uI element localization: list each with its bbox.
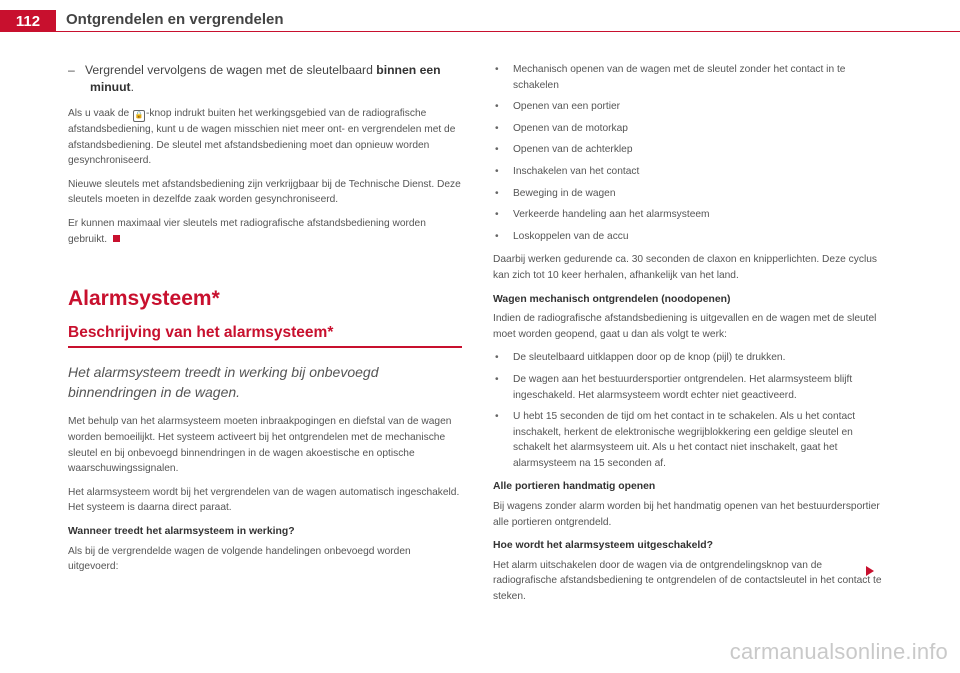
list-item: • Openen van een portier bbox=[493, 99, 887, 115]
section-title: Alarmsysteem* bbox=[68, 287, 220, 311]
subhead-emergency-open: Wagen mechanisch ontgrendelen (noodopenen) bbox=[493, 293, 731, 305]
emergency-steps-list bbox=[493, 350, 887, 471]
subhead-disable: Hoe wordt het alarmsysteem uitgeschakeld? bbox=[493, 540, 714, 552]
list-item: • Beweging in de wagen bbox=[493, 186, 887, 202]
trigger-list bbox=[493, 62, 887, 244]
subsection-title: Beschrijving van het alarmsysteem* bbox=[68, 323, 334, 341]
continue-arrow-icon bbox=[866, 566, 874, 576]
paragraph-conditions: Als bij de vergrendelde wagen de volgende handelingen onbevoegd worden uitgevoerd: bbox=[68, 545, 411, 573]
paragraph-disable: Het alarm uitschakelen door de wagen via de ontgrendelingsknop van de radiografische afstandsbediening te ontgrendelen of de contactsleutel in het contact te steken. bbox=[493, 559, 882, 603]
lock-icon: 🔒 bbox=[133, 110, 145, 122]
left-column bbox=[68, 62, 462, 583]
list-item: • Openen van de motorkap bbox=[493, 121, 887, 137]
list-item: • Verkeerde handeling aan het alarmsysteem bbox=[493, 207, 887, 223]
header-rule bbox=[56, 31, 960, 32]
subsection-rule bbox=[68, 346, 462, 348]
paragraph-cycle: Daarbij werken gedurende ca. 30 seconden de claxon en knipperlichten. Deze cyclus kan zich tot 10 keer herhalen, afhankelijk van het land. bbox=[493, 254, 877, 281]
list-item: • Loskoppelen van de accu bbox=[493, 229, 887, 245]
page-number: 112 bbox=[0, 10, 56, 32]
list-item: • Mechanisch openen van de wagen met de sleutel zonder het contact in te schakelen bbox=[493, 62, 887, 93]
paragraph-sync: Als u vaak de 🔒 -knop indrukt buiten het werkingsgebied van de radiografische afstandsbediening, kunt u de wagen misschien niet meer ont- en vergrendelen met de afstandsbediening. De sleutel met afstandsbediening moet dan opnieuw worden gesynchroniseerd. bbox=[68, 108, 456, 167]
page-header-title: Ontgrendelen en vergrendelen bbox=[66, 11, 284, 28]
lead-text: Het alarmsysteem treedt in werking bij onbevoegd binnendringen in de wagen. bbox=[68, 364, 379, 401]
list-item: • De sleutelbaard uitklappen door op de knop (pijl) te drukken. bbox=[493, 350, 887, 366]
list-item: • U hebt 15 seconden de tijd om het contact in te schakelen. Als u het contact inschakelt, herkent de elektronische wegrijblokkering een geldige sleutel en schakelt het alarmsysteem uit. Als u het contact niet inschakelt, gaat het alarmsysteem na 15 seconden af. bbox=[493, 409, 887, 471]
paragraph-purpose: Met behulp van het alarmsysteem moeten inbraakpogingen en diefstal van de wagen worden bemoeilijkt. Het systeem activeert bij het ontgrendelen met de mechanische sleutel en bij onbevoegd binnendringen in de wagen akoestische en optische waarschuwingssignalen. bbox=[68, 416, 452, 475]
subhead-when-triggered: Wanneer treedt het alarmsysteem in werking? bbox=[68, 525, 295, 537]
list-item: • Inschakelen van het contact bbox=[493, 164, 887, 180]
paragraph-max-keys: Er kunnen maximaal vier sleutels met radiografische afstandsbediening worden gebruikt. bbox=[68, 217, 426, 245]
paragraph-new-keys: Nieuwe sleutels met afstandsbediening zijn verkrijgbaar bij de Technische Dienst. Deze sleutels moeten in dezelfde zaak worden gesynchroniseerd. bbox=[68, 178, 461, 206]
list-item: • De wagen aan het bestuurdersportier ontgrendelen. Het alarmsysteem blijft ingeschakeld. Het alarmsysteem wordt echter niet geactiveerd. bbox=[493, 372, 887, 403]
section-end-marker bbox=[113, 235, 120, 242]
dash-instruction: – Vergrendel vervolgens de wagen met de sleutelbaard binnen een minuut. bbox=[68, 63, 441, 94]
watermark: carmanualsonline.info bbox=[729, 639, 948, 664]
list-item: • Openen van de achterklep bbox=[493, 142, 887, 158]
paragraph-manual-open: Bij wagens zonder alarm worden bij het handmatig openen van het bestuurdersportier alle portieren ontgrendeld. bbox=[493, 501, 880, 528]
subhead-manual-open: Alle portieren handmatig openen bbox=[493, 481, 656, 493]
paragraph-auto-on: Het alarmsysteem wordt bij het vergrendelen van de wagen automatisch ingeschakeld. Het systeem is daarna direct paraat. bbox=[68, 486, 460, 514]
right-column bbox=[493, 62, 887, 613]
paragraph-emergency: Indien de radiografische afstandsbediening is uitgevallen en de wagen met de sleutel moet worden geopend, gaat u dan als volgt te werk: bbox=[493, 313, 877, 340]
